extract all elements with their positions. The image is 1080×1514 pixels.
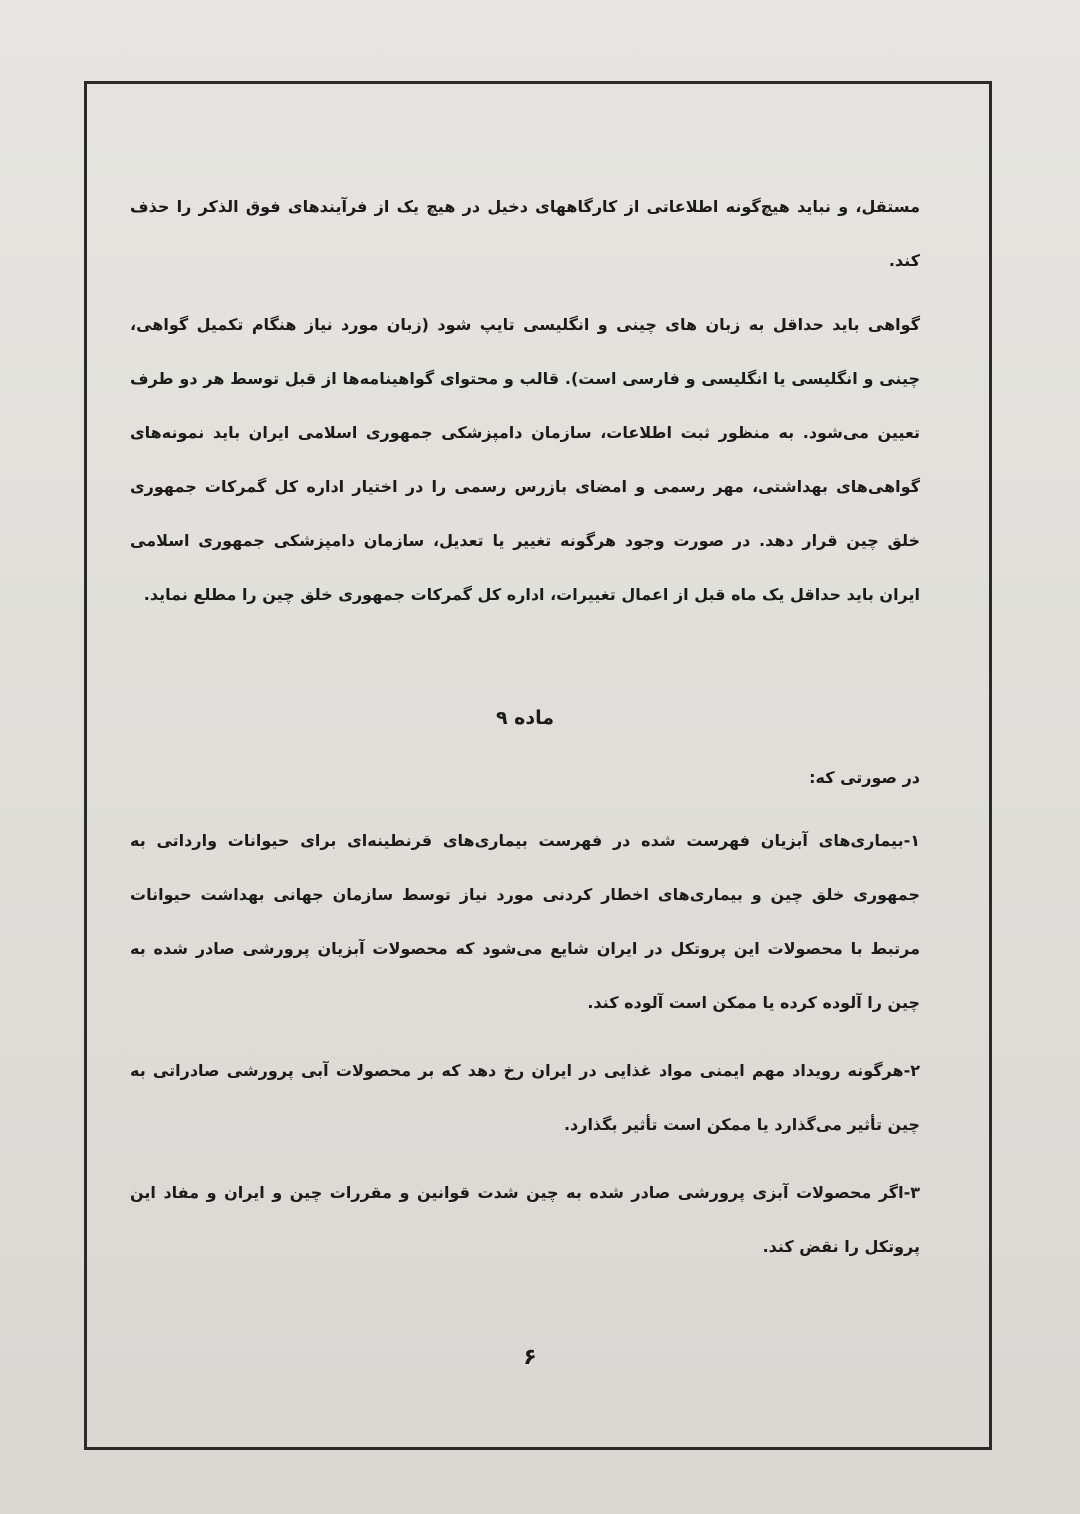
paragraph-certificate: گواهی باید حداقل به زبان های چینی و انگلیسی تایپ شود (زبان مورد نیاز هنگام تکمیل گواهی، چینی و انگلیسی یا انگلیسی و فارسی است). قالب و محتوای گواهینامه‌ها از قبل توسط هر دو طرف تعیین می‌شود. به منظور ثبت اطلاعات، سازمان دامپزشکی جمهوری اسلامی ایران باید نمونه‌های گواهی‌های بهداشتی، مهر رسمی و امضای بازرس رسمی را در اختیار اداره کل گمرکات جمهوری خلق چین قرار دهد. در صورت وجود هرگونه تغییر یا تعدیل، سازمان دامپزشکی جمهوری اسلامی ایران باید حداقل یک ماه قبل از اعمال تغییرات، اداره کل گمرکات جمهوری خلق چین را مطلع نماید.: [130, 315, 920, 604]
article-item-3: ۳-اگر محصولات آبزی پرورشی صادر شده به چین شدت قوانین و مقررات چین و ایران و مفاد این پروتکل را نقض کند.: [130, 1183, 920, 1256]
article-item-1: ۱-بیماری‌های آبزیان فهرست شده در فهرست بیماری‌های قرنطینه‌ای برای حیوانات وارداتی به جمهوری خلق چین و بیماری‌های اخطار کردنی مورد نیاز توسط سازمان جهانی بهداشت حیوانات مرتبط با محصولات این پروتکل در ایران شایع می‌شود که محصولات آبزیان پرورشی صادر شده به چین را آلوده کرده یا ممکن است آلوده کند.: [130, 831, 920, 1012]
article-intro: در صورتی که:: [809, 768, 920, 787]
page-number: ۶: [523, 1345, 537, 1370]
document-body: [130, 180, 920, 1288]
article-item-2: ۲-هرگونه رویداد مهم ایمنی مواد غذایی در ایران رخ دهد که بر محصولات آبی پرورشی صادراتی به چین تأثیر می‌گذارد یا ممکن است تأثیر بگذارد.: [130, 1061, 920, 1134]
article-heading: ماده ۹: [495, 707, 555, 729]
paragraph-continuation: مستقل، و نباید هیچ‌گونه اطلاعاتی از کارگاههای دخیل در هیچ یک از فرآیندهای فوق الذکر را حذف کند.: [130, 197, 920, 270]
